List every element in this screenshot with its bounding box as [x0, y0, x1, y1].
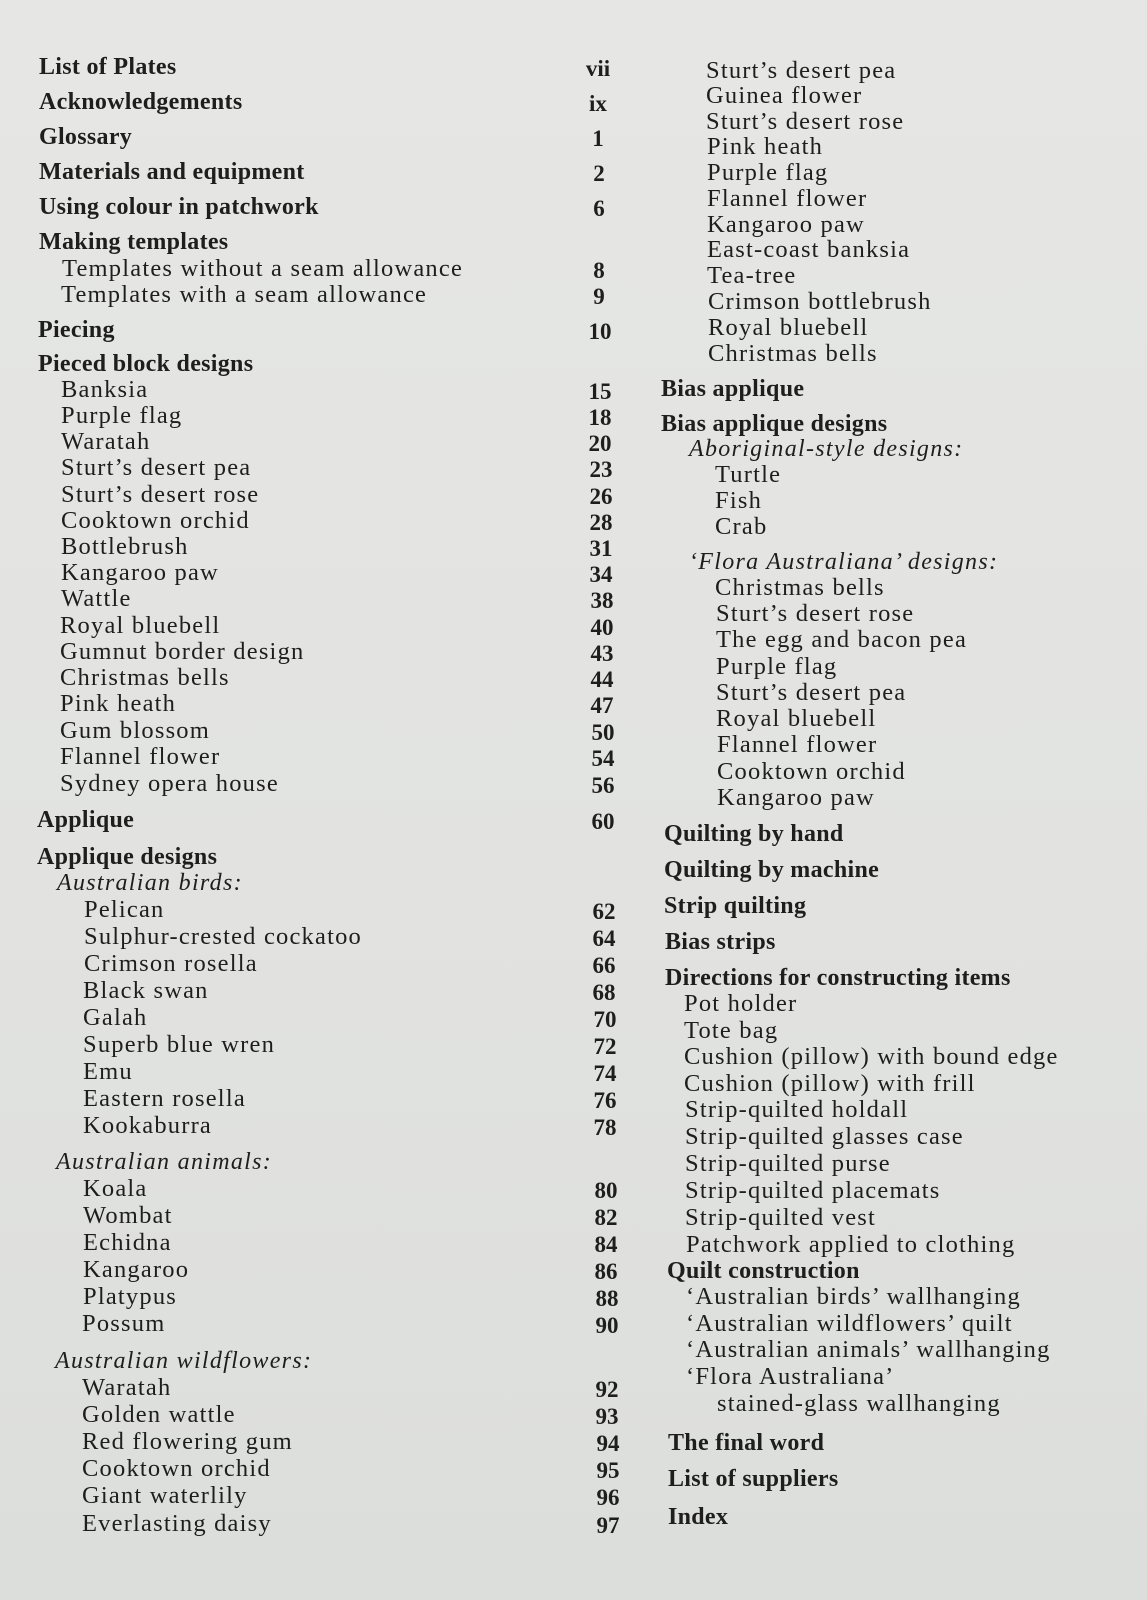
toc-entry: ‘Australian wildflowers’ quilt: [686, 1310, 1013, 1337]
toc-entry: Flannel flower: [60, 743, 221, 770]
toc-page-number: 82: [594, 1205, 618, 1230]
toc-page-number: 76: [593, 1088, 617, 1113]
toc-page-number: 92: [595, 1377, 619, 1402]
toc-page-number: 38: [590, 588, 614, 613]
toc-entry: Cooktown orchid: [82, 1455, 271, 1482]
toc-entry: Giant waterlily: [82, 1482, 248, 1509]
toc-entry: Turtle: [715, 461, 782, 488]
toc-page-number: vii: [585, 56, 611, 81]
toc-entry: Platypus: [83, 1283, 177, 1310]
toc-page-number: 56: [591, 773, 615, 798]
toc-entry: Galah: [83, 1004, 148, 1031]
toc-heading: Index: [668, 1504, 729, 1530]
toc-heading: Strip quilting: [664, 893, 807, 919]
toc-entry: Purple flag: [61, 402, 183, 429]
toc-entry: Wattle: [61, 585, 132, 612]
toc-page-number: 93: [595, 1404, 619, 1429]
toc-page-number: 43: [590, 641, 614, 666]
toc-page-number: 78: [593, 1115, 617, 1140]
toc-entry: Templates without a seam allowance: [62, 255, 464, 282]
toc-entry: Pelican: [84, 896, 165, 923]
toc-entry: Royal bluebell: [60, 612, 221, 639]
toc-page-number: 23: [589, 457, 613, 482]
toc-entry: Waratah: [61, 428, 151, 455]
toc-entry: Kangaroo paw: [717, 784, 875, 811]
toc-page-number: 50: [591, 720, 615, 745]
toc-entry: Gumnut border design: [60, 638, 305, 665]
toc-page-number: ix: [589, 91, 607, 116]
toc-entry: Bottlebrush: [61, 533, 189, 560]
toc-entry: Echidna: [83, 1229, 172, 1256]
toc-page-number: 96: [596, 1485, 620, 1510]
toc-page-number: 80: [594, 1178, 618, 1203]
toc-heading: Using colour in patchwork: [39, 194, 319, 220]
toc-entry: Golden wattle: [82, 1401, 236, 1428]
toc-group-label: Australian animals:: [56, 1149, 273, 1175]
toc-page-number: 68: [592, 980, 616, 1005]
toc-entry: Black swan: [83, 977, 209, 1004]
toc-heading: Directions for constructing items: [665, 965, 1011, 991]
toc-heading: Applique: [37, 807, 135, 833]
toc-page-number: 20: [588, 431, 612, 456]
toc-page-number: 88: [595, 1286, 619, 1311]
toc-page-number: 95: [596, 1458, 620, 1483]
toc-entry: Crimson rosella: [84, 950, 258, 977]
toc-heading: Quilting by hand: [664, 821, 844, 847]
toc-entry: Possum: [82, 1310, 166, 1337]
toc-entry: Patchwork applied to clothing: [686, 1231, 1016, 1258]
toc-heading: Pieced block designs: [38, 351, 254, 377]
toc-entry: Cushion (pillow) with bound edge: [684, 1043, 1059, 1070]
toc-entry: Sturt’s desert rose: [61, 481, 260, 508]
toc-entry: Sturt’s desert rose: [706, 108, 905, 135]
toc-entry: Everlasting daisy: [82, 1510, 272, 1537]
toc-entry: East-coast banksia: [707, 236, 911, 263]
toc-group-label: Australian wildflowers:: [55, 1348, 313, 1374]
toc-entry: Sulphur-crested cockatoo: [84, 923, 362, 950]
toc-page-number: 15: [588, 379, 612, 404]
toc-entry: Strip-quilted vest: [685, 1204, 877, 1231]
toc-entry: Flannel flower: [717, 731, 878, 758]
toc-entry-continued: stained-glass wallhanging: [717, 1390, 1001, 1417]
toc-entry: Waratah: [82, 1374, 172, 1401]
toc-entry: Strip-quilted glasses case: [685, 1123, 964, 1150]
toc-page-number: 86: [594, 1259, 618, 1284]
toc-entry: Christmas bells: [60, 664, 230, 691]
toc-heading: Materials and equipment: [39, 159, 305, 185]
toc-entry: Templates with a seam allowance: [61, 281, 428, 308]
toc-page-number: 72: [593, 1034, 617, 1059]
toc-heading: Applique designs: [37, 844, 218, 870]
toc-entry: Banksia: [61, 376, 149, 403]
toc-entry: The egg and bacon pea: [716, 626, 968, 653]
toc-entry: Sturt’s desert pea: [61, 454, 252, 481]
toc-entry: Strip-quilted placemats: [685, 1177, 941, 1204]
toc-entry: Strip-quilted holdall: [685, 1096, 909, 1123]
toc-entry: Pink heath: [60, 690, 177, 717]
toc-entry: Kookaburra: [83, 1112, 213, 1139]
toc-page-number: 62: [592, 899, 616, 924]
toc-page-number: 84: [594, 1232, 618, 1257]
toc-heading: List of Plates: [39, 54, 177, 80]
toc-entry: Guinea flower: [706, 82, 863, 109]
toc-page-number: 1: [592, 126, 604, 151]
toc-entry: Wombat: [83, 1202, 173, 1229]
toc-page-number: 90: [595, 1313, 619, 1338]
toc-entry: Flannel flower: [707, 185, 868, 212]
toc-heading: Glossary: [39, 124, 133, 150]
toc-heading: Piecing: [38, 317, 115, 343]
toc-entry: Crimson bottlebrush: [708, 288, 932, 315]
toc-page-number: 74: [593, 1061, 617, 1086]
toc-entry: Emu: [83, 1058, 133, 1085]
toc-page-number: 40: [590, 615, 614, 640]
toc-heading: Bias strips: [665, 929, 776, 955]
toc-page-number: 2: [593, 161, 605, 186]
toc-page-number: 31: [589, 536, 613, 561]
toc-entry: Fish: [715, 487, 763, 514]
toc-entry: Purple flag: [716, 653, 838, 680]
toc-entry: Koala: [83, 1175, 148, 1202]
toc-entry: Purple flag: [707, 159, 829, 186]
toc-page-number: 10: [588, 319, 612, 344]
toc-entry: Cushion (pillow) with frill: [684, 1070, 976, 1097]
toc-heading: Quilting by machine: [664, 857, 880, 883]
toc-heading: List of suppliers: [668, 1466, 839, 1492]
toc-entry: Tea-tree: [707, 262, 797, 289]
toc-page-number: 70: [593, 1007, 617, 1032]
toc-page-number: 18: [588, 405, 612, 430]
toc-page-number: 64: [592, 926, 616, 951]
toc-page-number: 6: [593, 196, 605, 221]
toc-page-number: 9: [593, 284, 605, 309]
toc-page-number: 47: [590, 693, 614, 718]
toc-entry: Red flowering gum: [82, 1428, 293, 1455]
toc-entry: Sturt’s desert pea: [706, 57, 897, 84]
toc-entry: Sturt’s desert rose: [716, 600, 915, 627]
toc-entry: ‘Australian birds’ wallhanging: [686, 1283, 1021, 1310]
toc-entry: Sturt’s desert pea: [716, 679, 907, 706]
toc-page-number: 34: [589, 562, 613, 587]
toc-entry: Sydney opera house: [60, 770, 279, 797]
toc-group-label: Australian birds:: [57, 870, 243, 896]
toc-group-label: ‘Flora Australiana’ designs:: [689, 549, 999, 575]
toc-group-label: Aboriginal-style designs:: [689, 436, 964, 462]
toc-entry: Gum blossom: [60, 717, 211, 744]
toc-heading: Making templates: [39, 229, 229, 255]
toc-page-number: 28: [589, 510, 613, 535]
toc-page-number: 94: [596, 1431, 620, 1456]
toc-entry: Kangaroo: [83, 1256, 190, 1283]
toc-page-number: 44: [590, 667, 614, 692]
toc-heading: Acknowledgements: [39, 89, 243, 115]
toc-page-number: 26: [589, 484, 613, 509]
toc-entry: Superb blue wren: [83, 1031, 276, 1058]
toc-page-number: 8: [593, 258, 605, 283]
toc-entry: Eastern rosella: [83, 1085, 246, 1112]
toc-entry: Cooktown orchid: [717, 758, 906, 785]
toc-entry: Christmas bells: [708, 340, 878, 367]
toc-entry: Pink heath: [707, 133, 824, 160]
toc-page-number: 66: [592, 953, 616, 978]
toc-entry: ‘Australian animals’ wallhanging: [686, 1336, 1051, 1363]
toc-heading: Bias applique: [661, 376, 805, 402]
toc-page-number: 60: [591, 809, 615, 834]
toc-entry: Royal bluebell: [708, 314, 869, 341]
toc-entry: Cooktown orchid: [61, 507, 250, 534]
toc-entry: Kangaroo paw: [61, 559, 219, 586]
toc-entry: Royal bluebell: [716, 705, 877, 732]
toc-entry: ‘Flora Australiana’: [686, 1363, 895, 1390]
toc-heading: The final word: [668, 1430, 825, 1456]
toc-entry: Christmas bells: [715, 574, 885, 601]
toc-entry: Kangaroo paw: [707, 211, 865, 238]
toc-entry: Crab: [715, 513, 768, 540]
toc-page-number: 54: [591, 746, 615, 771]
toc-entry: Pot holder: [684, 990, 798, 1017]
toc-heading: Quilt construction: [667, 1258, 860, 1284]
toc-page-number: 97: [596, 1513, 620, 1538]
toc-heading: Bias applique designs: [661, 411, 888, 437]
toc-entry: Strip-quilted purse: [685, 1150, 891, 1177]
toc-entry: Tote bag: [684, 1017, 779, 1044]
